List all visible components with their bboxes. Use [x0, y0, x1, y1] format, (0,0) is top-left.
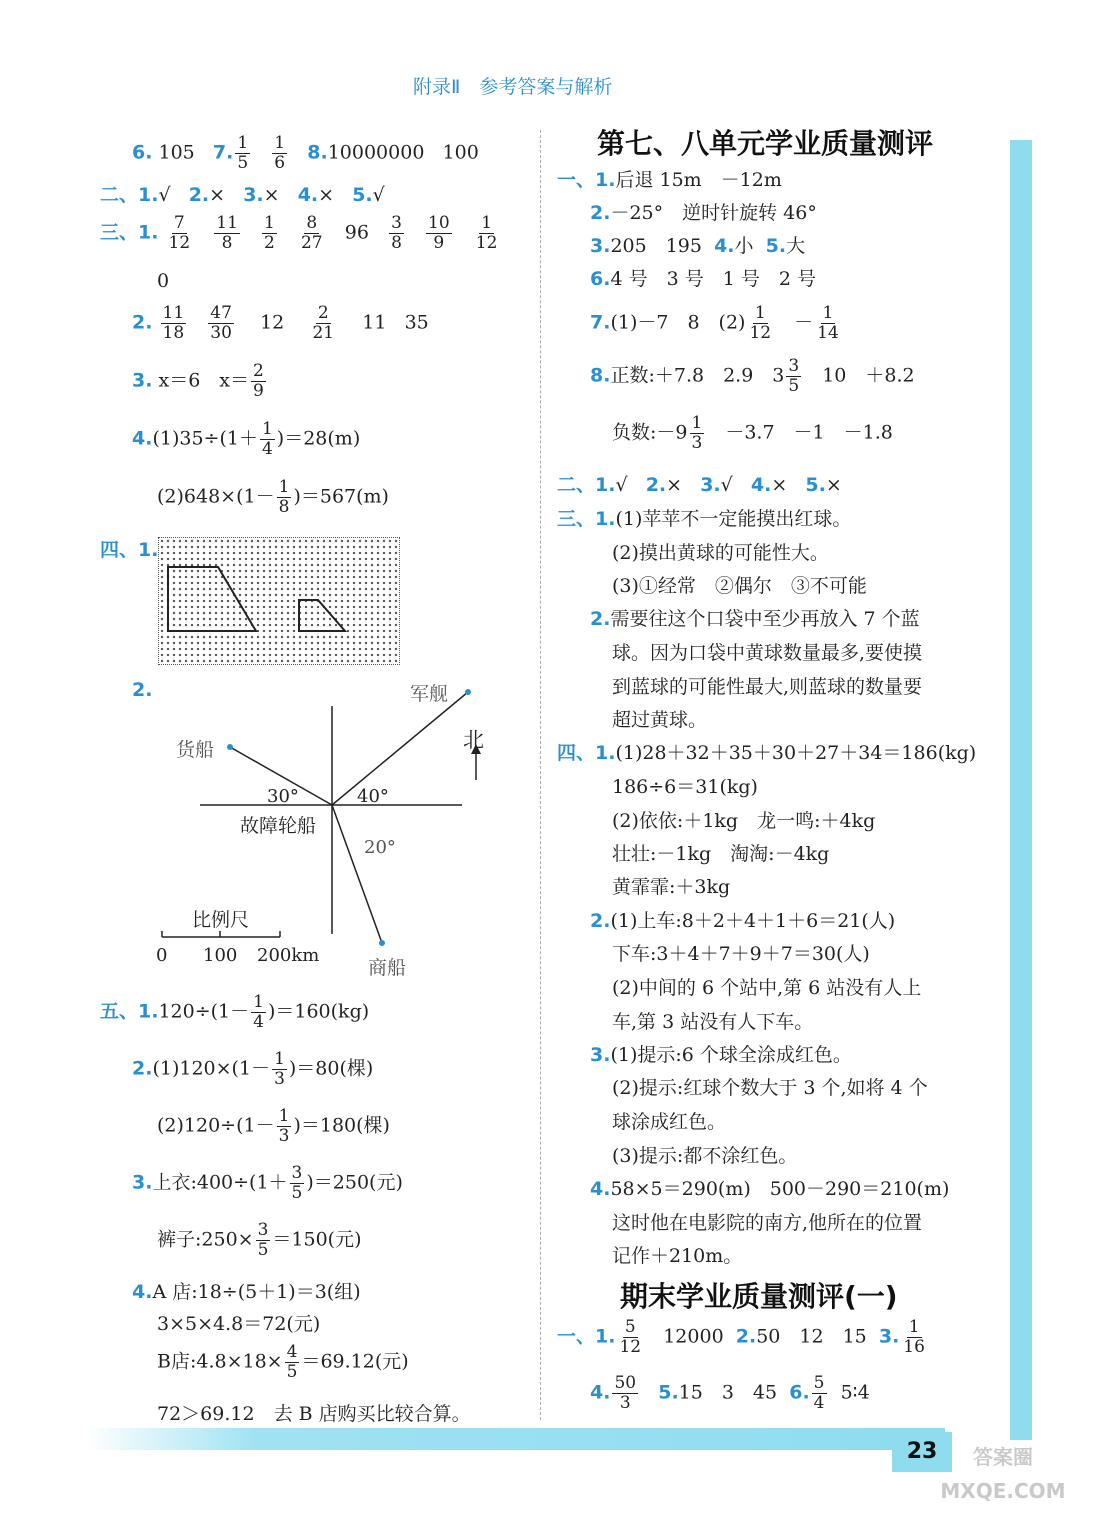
- right-line-18: (2)依依:＋1kg 龙一鸣:＋4kg: [612, 810, 876, 832]
- fraction: $\frac{1}{8}$: [278, 477, 290, 517]
- fraction: $\frac{1}{5}$: [237, 133, 249, 173]
- section-title-final-1: 期末学业质量测评(一): [620, 1280, 898, 1313]
- angle-40-label: 40°: [357, 786, 389, 807]
- cargo-dot: [227, 744, 233, 750]
- right-line-16: 四、1.(1)28＋32＋35＋30＋27＋34＝186(kg): [557, 742, 977, 764]
- fraction: $\frac{47}{30}$: [210, 303, 232, 343]
- right-line-3: 3.205 195 4.小 5.大: [590, 235, 806, 257]
- left-line-8: 四、1.: [100, 539, 159, 561]
- cargo-label: 货船: [176, 739, 215, 761]
- fraction: $\frac{1}{3}$: [278, 1106, 290, 1146]
- fraction: $\frac{1}{4}$: [253, 992, 264, 1032]
- section-title-units-7-8: 第七、八单元学业质量测评: [597, 127, 934, 160]
- left-line-16: B店:4.8×18× $\frac{4}{5}$ ＝69.12(元): [157, 1342, 409, 1382]
- right-line-7: 负数:－9 $\frac{1}{3}$ －3.7 －1 －1.8: [612, 413, 893, 453]
- left-line-5: 3. x＝6 x＝ $\frac{2}{9}$: [132, 361, 264, 401]
- fraction: $\frac{11}{18}$: [162, 303, 185, 343]
- right-line-20: 黄霏霏:＋3kg: [612, 876, 731, 898]
- scale-0: 0: [156, 945, 168, 966]
- right-line-6: 8.正数:＋7.8 2.9 3 $\frac{3}{5}$ 10 ＋8.2: [590, 356, 915, 396]
- north-label: 北: [463, 728, 484, 752]
- left-line-17: 72＞69.12 去 B 店购买比较合算。: [157, 1403, 471, 1425]
- fraction: $\frac{1}{6}$: [274, 133, 286, 173]
- right-line-4: 6.4 号 3 号 1 号 2 号: [590, 268, 816, 290]
- left-line-4: 2. $\frac{11}{18}$ $\frac{47}{30}$ 12 $\frac{2}{21}$ 11 35: [132, 303, 429, 343]
- fraction: $\frac{2}{9}$: [253, 361, 264, 401]
- left-line-7: (2)648×(1－ $\frac{1}{8}$ )＝567(m): [157, 477, 389, 517]
- fraction: $\frac{1}{2}$: [264, 213, 275, 253]
- left-line-2: 二、1.√ 2.× 3.× 4.× 5.√: [100, 184, 385, 206]
- right-line-15: 超过黄球。: [612, 709, 708, 731]
- angle-20-label: 20°: [364, 837, 396, 858]
- left-line-12: 3.上衣:400÷(1＋ $\frac{3}{5}$ )＝250(元): [132, 1163, 403, 1203]
- fraction: $\frac{1}{16}$: [903, 1317, 925, 1357]
- left-line-15: 3×5×4.8＝72(元): [157, 1313, 321, 1335]
- fraction: $\frac{50}{3}$: [614, 1373, 637, 1413]
- left-line-1: 6. 105 7. $\frac{1}{5}$ $\frac{1}{6}$ 8.10000000 100: [132, 133, 479, 173]
- fraction: $\frac{7}{12}$: [168, 213, 191, 253]
- merchant-line: [332, 805, 382, 943]
- right-line-32: 一、1. $\frac{5}{12}$ 12000 2.50 12 15 3. $\frac{1}{16}$: [557, 1317, 925, 1357]
- trapezoid-figures: [158, 537, 400, 665]
- right-line-10: (2)摸出黄球的可能性大。: [612, 542, 829, 564]
- left-line-14: 4.A 店:18÷(5＋1)＝3(组): [132, 1281, 361, 1303]
- side-bar: [1010, 140, 1032, 1440]
- bottom-bar: [85, 1428, 945, 1450]
- right-line-22: 下车:3＋4＋7＋9＋7＝30(人): [612, 943, 870, 965]
- warship-line: [332, 692, 468, 805]
- ship-map-diagram: [150, 670, 530, 980]
- left-line-11: (2)120÷(1－ $\frac{1}{3}$ )＝180(棵): [157, 1106, 390, 1146]
- left-line-10: 2.(1)120×(1－ $\frac{1}{3}$ )＝80(棵): [132, 1049, 374, 1089]
- left-line-3b: 0: [157, 270, 170, 292]
- fraction: $\frac{1}{4}$: [261, 419, 273, 459]
- right-line-2: 2.－25° 逆时针旋转 46°: [590, 202, 817, 224]
- page-number: 23: [892, 1432, 952, 1472]
- watermark: 答案圈 MXQE.COM: [940, 1445, 1066, 1503]
- right-line-28: (3)提示:都不涂红色。: [612, 1145, 798, 1167]
- right-line-13: 球。因为口袋中黄球数量最多,要使摸: [612, 642, 923, 664]
- column-divider: [540, 130, 541, 1420]
- merchant-dot: [379, 940, 385, 946]
- right-line-27: 球涂成红色。: [612, 1111, 727, 1133]
- merchant-label: 商船: [368, 957, 407, 979]
- fraction: $\frac{3}{5}$: [257, 1220, 269, 1260]
- right-line-33: 4. $\frac{50}{3}$ 5.15 3 45 6. $\frac{5}{4}$ 5∶4: [590, 1373, 870, 1413]
- right-line-1: 一、1.后退 15m －12m: [557, 169, 782, 191]
- fraction: $\frac{1}{12}$: [475, 213, 498, 253]
- fraction: $\frac{10}{9}$: [428, 213, 450, 253]
- left-line-9: 五、1.120÷(1－ $\frac{1}{4}$ )＝160(kg): [100, 992, 370, 1032]
- fraction: $\frac{2}{21}$: [312, 303, 335, 343]
- right-line-30: 这时他在电影院的南方,他所在的位置: [612, 1212, 923, 1234]
- right-line-8: 二、1.√ 2.× 3.√ 4.× 5.×: [557, 474, 842, 496]
- right-line-24: 车,第 3 站没有人下车。: [612, 1011, 814, 1033]
- right-line-17: 186÷6＝31(kg): [612, 776, 758, 798]
- small-trapezoid: [299, 600, 345, 631]
- fraction: $\frac{1}{3}$: [691, 413, 703, 453]
- fraction: $\frac{8}{27}$: [300, 213, 323, 253]
- broken-ship-label: 故障轮船: [240, 815, 317, 837]
- fraction: $\frac{1}{12}$: [749, 303, 772, 343]
- right-line-5: 7.(1)－7 8 (2) $\frac{1}{12}$ － $\frac{1}{14}$: [590, 303, 839, 343]
- right-line-31: 记作＋210m。: [612, 1245, 743, 1267]
- right-line-23: (2)中间的 6 个站中,第 6 站没有人上: [612, 977, 922, 999]
- map-number: 2.: [132, 679, 153, 701]
- fraction: $\frac{1}{14}$: [817, 303, 839, 343]
- right-line-14: 到蓝球的可能性最大,则蓝球的数量要: [612, 676, 923, 698]
- right-line-21: 2.(1)上车:8＋2＋4＋1＋6＝21(人): [590, 910, 896, 932]
- fraction: $\frac{5}{4}$: [813, 1373, 825, 1413]
- large-trapezoid: [168, 567, 256, 631]
- right-line-26: (2)提示:红球个数大于 3 个,如将 4 个: [612, 1077, 928, 1099]
- fraction: $\frac{1}{3}$: [274, 1049, 285, 1089]
- fraction: $\frac{11}{8}$: [216, 213, 238, 253]
- fraction: $\frac{4}{5}$: [286, 1342, 298, 1382]
- left-line-13: 裤子:250× $\frac{3}{5}$ ＝150(元): [157, 1220, 362, 1260]
- right-line-11: (3)①经常 ②偶尔 ③不可能: [612, 575, 867, 597]
- scale-100: 100: [203, 945, 238, 966]
- scale-200: 200km: [257, 945, 320, 966]
- page-header: 附录Ⅱ 参考答案与解析: [413, 76, 613, 98]
- fraction: $\frac{3}{8}$: [391, 213, 402, 253]
- right-line-12: 2.需要往这个口袋中至少再放入 7 个蓝: [590, 608, 920, 630]
- warship-dot: [465, 689, 471, 695]
- fraction: $\frac{3}{5}$: [291, 1163, 303, 1203]
- warship-label: 军舰: [410, 683, 449, 705]
- angle-30-label: 30°: [267, 786, 299, 807]
- fraction: $\frac{3}{5}$: [788, 356, 800, 396]
- right-line-25: 3.(1)提示:6 个球全涂成红色。: [590, 1044, 852, 1066]
- fraction: $\frac{5}{12}$: [619, 1317, 642, 1357]
- right-line-29: 4.58×5＝290(m) 500－290＝210(m): [590, 1178, 950, 1200]
- left-line-6: 4.(1)35÷(1＋ $\frac{1}{4}$ )＝28(m): [132, 419, 361, 459]
- scale-label: 比例尺: [192, 909, 250, 931]
- right-line-19: 壮壮:－1kg 淘淘:－4kg: [612, 843, 830, 865]
- right-line-9: 三、1.(1)苹苹不一定能摸出红球。: [557, 508, 852, 530]
- left-line-3: 三、1. $\frac{7}{12}$ $\frac{11}{8}$ $\frac{1}{2}$ $\frac{8}{27}$ 96 $\frac{3}{8}$ $\frac{10}{9}$ $\frac{1}{12}$: [100, 213, 498, 253]
